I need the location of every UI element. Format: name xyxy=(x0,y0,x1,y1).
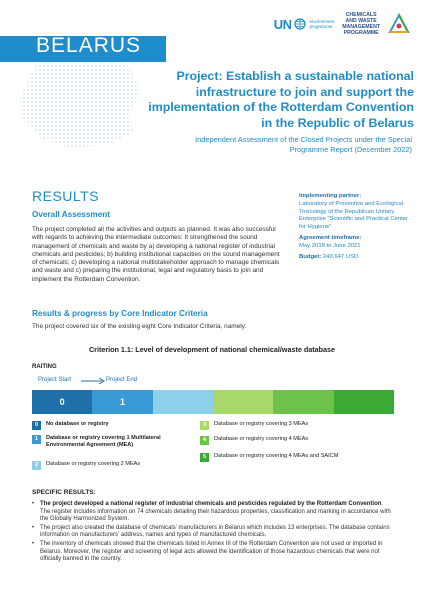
legend-item xyxy=(32,435,182,449)
un-logo-text: UN xyxy=(273,16,292,32)
list-item-text: The inventory of chemicals showed that the chemicals listed in Annex III of the Rotterdam Convention are not used or imported in Belarus. Moreover, the register and screening of legal acts allowed the identification of those hazardous chemicals that were not officially banned in the country. xyxy=(40,540,383,563)
rating-segment: 1 xyxy=(92,390,152,414)
legend-item xyxy=(200,453,390,462)
rating-segment: 0 xyxy=(32,390,92,414)
legend-swatch: 4 xyxy=(200,436,209,445)
specific-results-list xyxy=(32,501,394,565)
legend-text: Database or registry covering 1 Multilateral Environmental Agreement (MEA) xyxy=(46,435,161,448)
budget-value: 249,647 USD xyxy=(322,253,359,260)
project-info-sidebar xyxy=(299,193,411,261)
arrow-right-icon xyxy=(80,376,106,386)
legend-swatch: 2 xyxy=(32,461,41,470)
un-sub-line: environment xyxy=(309,19,335,24)
criterion-heading: Criterion 1.1: Level of development of national chemical/waste database xyxy=(88,345,336,354)
list-item xyxy=(32,501,394,524)
project-start-label: Project Start xyxy=(38,377,72,383)
budget-line xyxy=(299,254,411,262)
legend-swatch: 1 xyxy=(32,435,41,444)
legend-text: Database or registry covering 4 MEAs xyxy=(214,436,309,442)
partner-label: Implementing partner: xyxy=(299,193,362,199)
partner-value: Laboratory of Preventive and Ecological Toxicology of the Republican Unitary Enterprise “Scientific and Practical Center for Hygiene” xyxy=(299,200,409,231)
timeframe-value: May 2018 to June 2021 xyxy=(299,242,361,249)
raiting-label: RAITING xyxy=(32,364,57,370)
project-subtitle: Independent Assessment of the Closed Projects under the Special Programme Report (December 2022) xyxy=(195,135,412,154)
list-item xyxy=(32,525,394,540)
specific-results-heading: SPECIFIC RESULTS: xyxy=(32,489,96,496)
un-logo-subtitle xyxy=(309,19,334,29)
list-item-text: . The register includes information on 74 chemicals detailing their hazardous properties, classification and marking in accordance with the Globally Harmonized System. xyxy=(40,501,391,523)
logos xyxy=(274,12,410,36)
un-environment-logo xyxy=(274,17,335,32)
cwm-line: MANAGEMENT xyxy=(342,24,380,30)
country-name: BELARUS xyxy=(36,34,142,57)
progress-text: The project covered six of the existing eight Core Indicator Criteria, namely: xyxy=(32,323,247,330)
list-item-lead: The project developed a national register of industrial chemicals and pesticides regulated by the Rotterdam Convention xyxy=(40,501,382,507)
legend-text: No database or registry xyxy=(46,421,109,427)
budget-label: Budget: xyxy=(299,253,322,260)
rating-segment xyxy=(213,390,273,414)
cwm-line: CHEMICALS xyxy=(345,12,377,18)
progress-heading: Results & progress by Core Indicator Criteria xyxy=(32,309,208,318)
legend-item xyxy=(200,421,390,430)
rating-segment xyxy=(334,390,394,414)
legend-swatch: 0 xyxy=(32,421,41,430)
triangle-logo-icon xyxy=(388,13,410,35)
un-sub-line: programme xyxy=(309,24,333,29)
legend-item xyxy=(32,421,222,430)
legend-text: Database or registry covering 4 MEAs and SAICM xyxy=(214,453,339,459)
rating-segment xyxy=(153,390,213,414)
overall-assessment-heading: Overall Assessment xyxy=(32,210,110,219)
cwm-line: AND WASTE xyxy=(345,18,377,24)
project-title: Project: Establish a sustainable national infrastructure to join and support the implementation of the Rotterdam Convention in the Republic of Belarus xyxy=(148,69,414,130)
globe-icon xyxy=(294,18,306,30)
project-end-label: Project End xyxy=(106,377,138,383)
cwm-line: PROGRAMME xyxy=(343,30,379,36)
legend-text: Database or registry covering 2 MEAs xyxy=(46,461,141,467)
legend-text: Database or registry covering 3 MEAs xyxy=(214,421,309,427)
timeframe-label: Agreement timeframe: xyxy=(299,234,362,241)
legend-item xyxy=(200,436,390,445)
rating-scale-bar xyxy=(32,390,394,414)
list-item-text: The project also created the database of chemicals' manufacturers in Belarus which includes 13 enterprises. The database contains information on manufacturers' address, names and types of manufactured chemicals. xyxy=(40,524,390,539)
legend-swatch: 3 xyxy=(200,421,209,430)
legend-swatch: 5 xyxy=(200,453,209,462)
legend-item xyxy=(32,461,222,470)
cwm-programme-logo-text xyxy=(342,12,380,36)
overall-assessment-text: The project completed all the activities and outputs as planned. It was also successful with regards to achieving the intermediate outcomes: It strengthened the sound management of chemicals and waste by a) developing a national register of industrial chemicals and pesticides; b) building institutional capacities on the sound management of chemicals; c) developing a national multistakeholder approach to manage chemicals and waste and c) preparing the institutional, legal and regulatory basis to join and implement the Rotterdam Convention. xyxy=(32,226,280,283)
list-item xyxy=(32,541,394,564)
results-heading: RESULTS xyxy=(32,188,100,204)
rating-segment xyxy=(273,390,333,414)
